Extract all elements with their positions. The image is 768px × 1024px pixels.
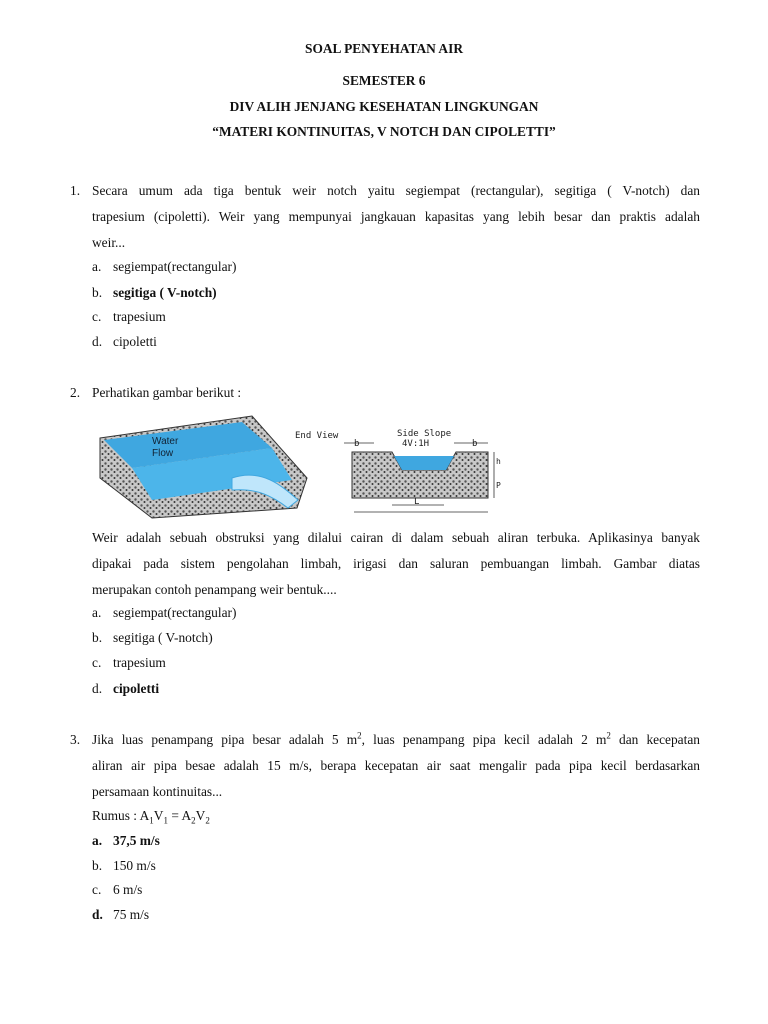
- q3-text-line2: aliran air pipa besae adalah 15 m/s, berapa kecepatan air saat mengalir pada pipa kecil berdasarkan: [92, 758, 700, 773]
- q3-line1-part-b: , luas penampang pipa kecil adalah 2 m: [361, 732, 607, 747]
- doc-program: DIV ALIH JENJANG KESEHATAN LINGKUNGAN: [229, 99, 539, 114]
- q2-option-a: [92, 603, 236, 623]
- ratio-label: 4V:1H: [402, 439, 430, 449]
- option-letter: d.: [92, 334, 103, 349]
- option-text: 75 m/s: [113, 907, 150, 922]
- option-letter: c.: [92, 309, 102, 324]
- q3-option-b: [92, 856, 156, 876]
- doc-title: SOAL PENYEHATAN AIR: [305, 41, 463, 56]
- q3-number: 3.: [70, 732, 81, 747]
- b-right-label: b: [472, 439, 478, 449]
- formula-sub-4: 2: [205, 815, 210, 826]
- q2-text-line1: Weir adalah sebuah obstruksi yang dilalui cairan di dalam sebuah aliran terbuka. Aplikasinya banyak: [92, 530, 700, 545]
- formula-sub-3: 2: [191, 815, 196, 826]
- q1-option-c: [92, 307, 166, 327]
- flow-label: Flow: [152, 448, 174, 459]
- end-view-diagram: [295, 429, 501, 512]
- q1-text-line2: trapesium (cipoletti). Weir yang mempunyai jangkauan kapasitas yang lebih besar dan praktis adalah: [92, 209, 700, 224]
- q3-text-line3: persamaan kontinuitas...: [92, 784, 223, 799]
- q1-option-d: [92, 332, 157, 352]
- q2-text-line2: dipakai pada sistem pengolahan limbah, irigasi dan saluran pembuangan limbah. Gambar diatas: [92, 556, 700, 571]
- channel-3d-illustration: [100, 416, 307, 518]
- option-text: cipoletti: [113, 334, 157, 349]
- option-text: 150 m/s: [113, 858, 156, 873]
- q2-text-line3: merupakan contoh penampang weir bentuk....: [92, 582, 337, 597]
- option-text: segiempat(rectangular): [113, 605, 237, 620]
- q3-superscript-1: 2: [357, 730, 362, 741]
- formula-v2: V: [195, 808, 206, 823]
- h-label: h: [496, 457, 501, 466]
- b-left-label: b: [354, 439, 360, 449]
- option-letter: d.: [92, 681, 103, 696]
- option-text: 37,5 m/s: [113, 833, 160, 848]
- formula-v: V: [153, 808, 164, 823]
- option-letter: d.: [92, 907, 103, 922]
- q2-intro: Perhatikan gambar berikut :: [92, 385, 242, 400]
- option-text: 6 m/s: [113, 882, 143, 897]
- option-letter: c.: [92, 882, 102, 897]
- doc-semester: SEMESTER 6: [342, 73, 426, 88]
- water-label: Water: [152, 436, 179, 447]
- end-view-label: End View: [295, 431, 339, 441]
- q1-number: 1.: [70, 183, 81, 198]
- l-label: L: [414, 497, 420, 507]
- option-text: trapesium: [113, 309, 166, 324]
- formula-prefix: Rumus : A: [92, 808, 150, 823]
- q3-option-c: [92, 880, 142, 900]
- option-text: segiempat(rectangular): [113, 259, 237, 274]
- q1-text-line3: weir...: [92, 235, 126, 250]
- q3-text-line1: [92, 730, 700, 750]
- option-text: segitiga ( V-notch): [113, 285, 217, 300]
- q2-option-d: [92, 679, 159, 699]
- formula-eq: = A: [167, 808, 192, 823]
- q1-option-b: [92, 283, 217, 303]
- option-text: segitiga ( V-notch): [113, 630, 213, 645]
- q3-line1-part-a: Jika luas penampang pipa besar adalah 5 m: [92, 732, 358, 747]
- option-letter: b.: [92, 285, 103, 300]
- q3-formula: [92, 806, 210, 826]
- q2-number: 2.: [70, 385, 81, 400]
- weir-diagram: [92, 408, 504, 520]
- side-slope-label: Side Slope: [397, 429, 452, 439]
- formula-sub-1: 1: [149, 815, 154, 826]
- option-letter: b.: [92, 858, 103, 873]
- formula-sub-2: 1: [163, 815, 168, 826]
- q3-option-d: [92, 905, 149, 925]
- q3-option-a: [92, 831, 160, 851]
- weir-figure: [92, 408, 504, 520]
- q2-option-b: [92, 628, 213, 648]
- q1-option-a: [92, 257, 236, 277]
- q3-line1-part-c: dan kecepatan: [610, 732, 700, 747]
- option-letter: c.: [92, 655, 102, 670]
- option-letter: b.: [92, 630, 103, 645]
- option-letter: a.: [92, 833, 103, 848]
- option-letter: a.: [92, 259, 102, 274]
- option-letter: a.: [92, 605, 102, 620]
- q3-superscript-2: 2: [606, 730, 611, 741]
- option-text: cipoletti: [113, 681, 160, 696]
- q1-text-line1: Secara umum ada tiga bentuk weir notch yaitu segiempat (rectangular), segitiga ( V-notch) dan: [92, 183, 700, 198]
- doc-subtitle: “MATERI KONTINUITAS, V NOTCH DAN CIPOLETTI”: [212, 124, 556, 139]
- option-text: trapesium: [113, 655, 166, 670]
- q2-option-c: [92, 653, 166, 673]
- p-label: P: [496, 481, 501, 490]
